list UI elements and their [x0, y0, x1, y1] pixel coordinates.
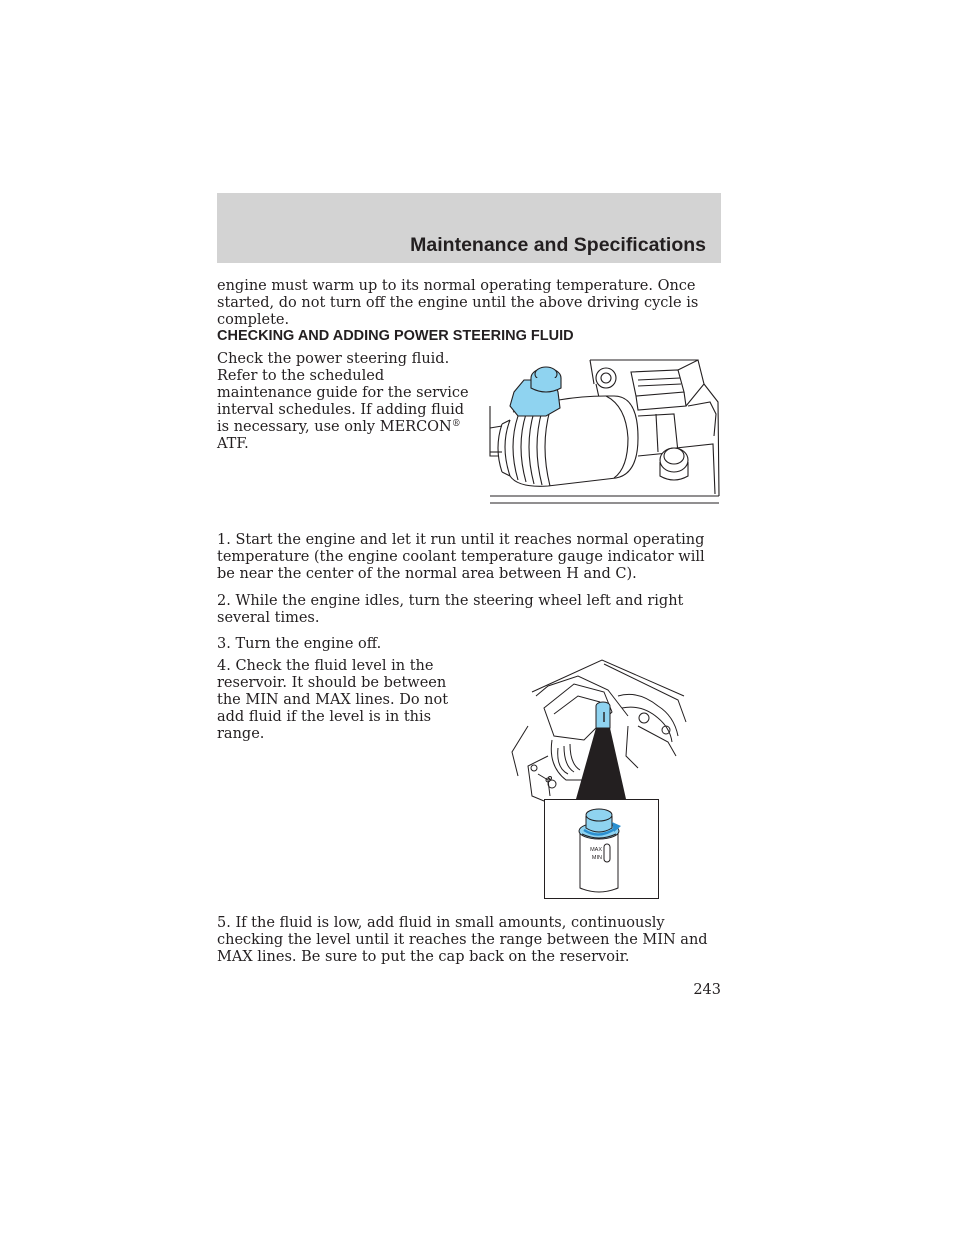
step-4: 4. Check the fluid level in the reservoir. It should be between the MIN and MAX lines. Do not add fluid if the level is in this range. [217, 658, 449, 742]
step-3: 3. Turn the engine off. [217, 636, 382, 652]
step-2: 2. While the engine idles, turn the steering wheel left and right several times. [217, 593, 684, 626]
reservoir-location-illustration [508, 656, 692, 901]
check-fluid-text-end: ATF. [217, 436, 249, 452]
intro-paragraph: engine must warm up to its normal operating temperature. Once started, do not turn off the engine until the above driving cycle is complete. [217, 278, 699, 328]
step-1: 1. Start the engine and let it run until it reaches normal operating temperature (the engine coolant temperature gauge indicator will be near the center of the normal area between H and C). [217, 532, 705, 582]
check-fluid-paragraph [217, 351, 471, 453]
registered-mark: ® [451, 419, 461, 429]
check-fluid-text: Check the power steering fluid. Refer to the scheduled maintenance guide for the service interval schedules. If adding fluid is necessary, use only MERCON [217, 351, 469, 435]
step-5: 5. If the fluid is low, add fluid in small amounts, continuously checking the level until it reaches the range between the MIN and MAX lines. Be sure to put the cap back on the reservoir. [217, 915, 708, 965]
header-bar [217, 193, 721, 263]
section-heading: CHECKING AND ADDING POWER STEERING FLUID [217, 328, 574, 344]
page-section-title: Maintenance and Specifications [410, 234, 706, 256]
engine-compartment-illustration [488, 356, 721, 508]
page-number: 243 [693, 982, 721, 998]
min-label: MIN [591, 855, 602, 861]
max-label: MAX [590, 847, 602, 853]
